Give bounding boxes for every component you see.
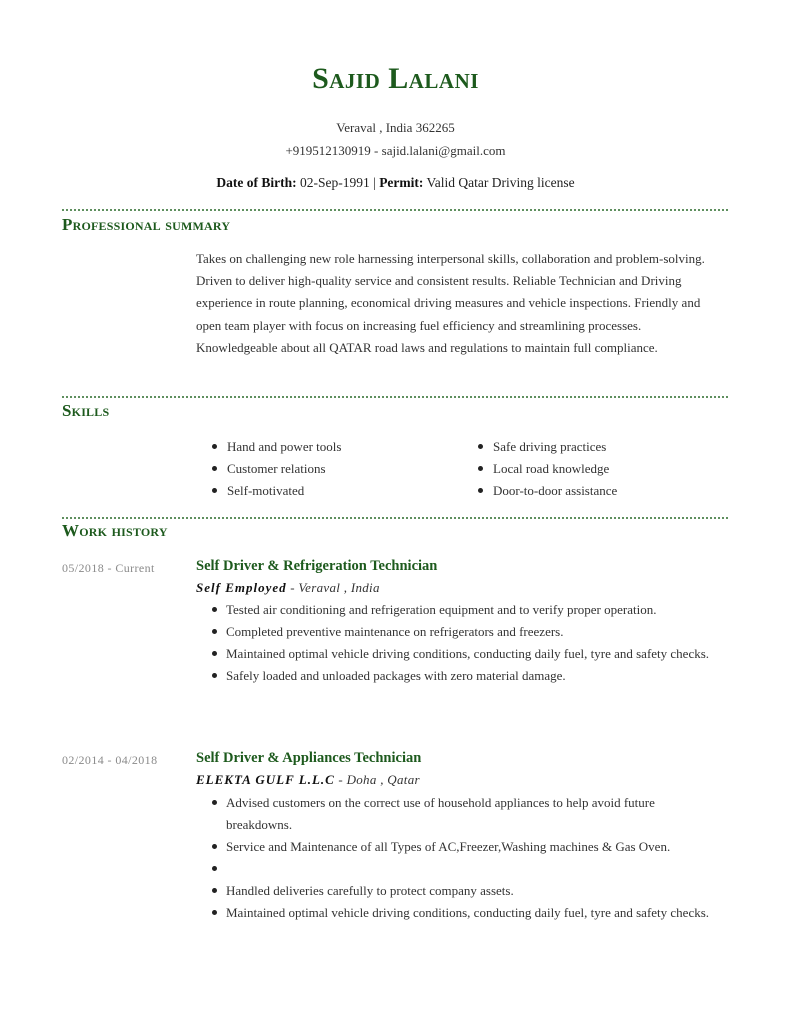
summary-text: Takes on challenging new role harnessing interpersonal skills, collaboration and problem-solving. Driven to deliver high-quality service and consistent results. Reliable Technician and Driving experience in route planning, economical driving measures and vehicle inspections. Friendly and open team player with focus on increasing fuel efficiency and streamlining processes. Knowledgeable about all QATAR road laws and regulations to maintain full compliance. <box>196 251 705 355</box>
work-section-title: Work history <box>62 521 168 540</box>
job-title: Self Driver & Refrigeration Technician <box>196 558 438 574</box>
job-duties <box>212 599 712 687</box>
candidate-name: Sajid Lalani <box>312 62 479 95</box>
section-divider <box>62 517 728 519</box>
duty-item: Safely loaded and unloaded packages with zero material damage. <box>212 665 712 687</box>
duty-item: Completed preventive maintenance on refrigerators and freezers. <box>212 621 712 643</box>
permit-value: Valid Qatar Driving license <box>423 175 575 190</box>
skill-item: Self-motivated <box>212 480 341 502</box>
duty-item: Handled deliveries carefully to protect company assets. <box>212 880 712 902</box>
duty-item: Advised customers on the correct use of household appliances to help avoid future breakdowns. <box>212 792 712 836</box>
personal-details <box>0 175 791 191</box>
job-dates: 05/2018 - Current <box>62 561 155 575</box>
skills-list-right <box>478 436 617 502</box>
section-divider <box>62 396 728 398</box>
job-employer <box>196 772 420 788</box>
duty-item: Service and Maintenance of all Types of AC,Freezer,Washing machines & Gas Oven. <box>212 836 712 858</box>
phone-email: +919512130919 - sajid.lalani@gmail.com <box>285 143 506 158</box>
duty-item: Maintained optimal vehicle driving conditions, conducting daily fuel, tyre and safety checks. <box>212 643 712 665</box>
dob-value: 02-Sep-1991 | <box>296 175 380 190</box>
skill-item: Safe driving practices <box>478 436 617 458</box>
job-location: - Doha , Qatar <box>334 772 420 787</box>
job-duties <box>212 792 712 924</box>
dob-label: Date of Birth: <box>216 175 297 190</box>
skills-section-title: Skills <box>62 401 110 420</box>
duty-item: Tested air conditioning and refrigeration equipment and to verify proper operation. <box>212 599 712 621</box>
company-name: ELEKTA GULF L.L.C <box>196 772 335 787</box>
section-divider <box>62 209 728 211</box>
skill-item: Customer relations <box>212 458 341 480</box>
job-dates: 02/2014 - 04/2018 <box>62 753 158 767</box>
skills-list-left <box>212 436 341 502</box>
address: Veraval , India 362265 <box>336 120 455 135</box>
company-name: Self Employed <box>196 580 287 595</box>
duty-item: Maintained optimal vehicle driving conditions, conducting daily fuel, tyre and safety checks. <box>212 902 712 924</box>
summary-section-title: Professional summary <box>62 215 231 234</box>
duty-item <box>212 858 712 880</box>
job-title: Self Driver & Appliances Technician <box>196 750 422 766</box>
permit-label: Permit: <box>379 175 424 190</box>
job-location: - Veraval , India <box>286 580 380 595</box>
skill-item: Hand and power tools <box>212 436 341 458</box>
job-employer <box>196 580 380 596</box>
skill-item: Local road knowledge <box>478 458 617 480</box>
skill-item: Door-to-door assistance <box>478 480 617 502</box>
